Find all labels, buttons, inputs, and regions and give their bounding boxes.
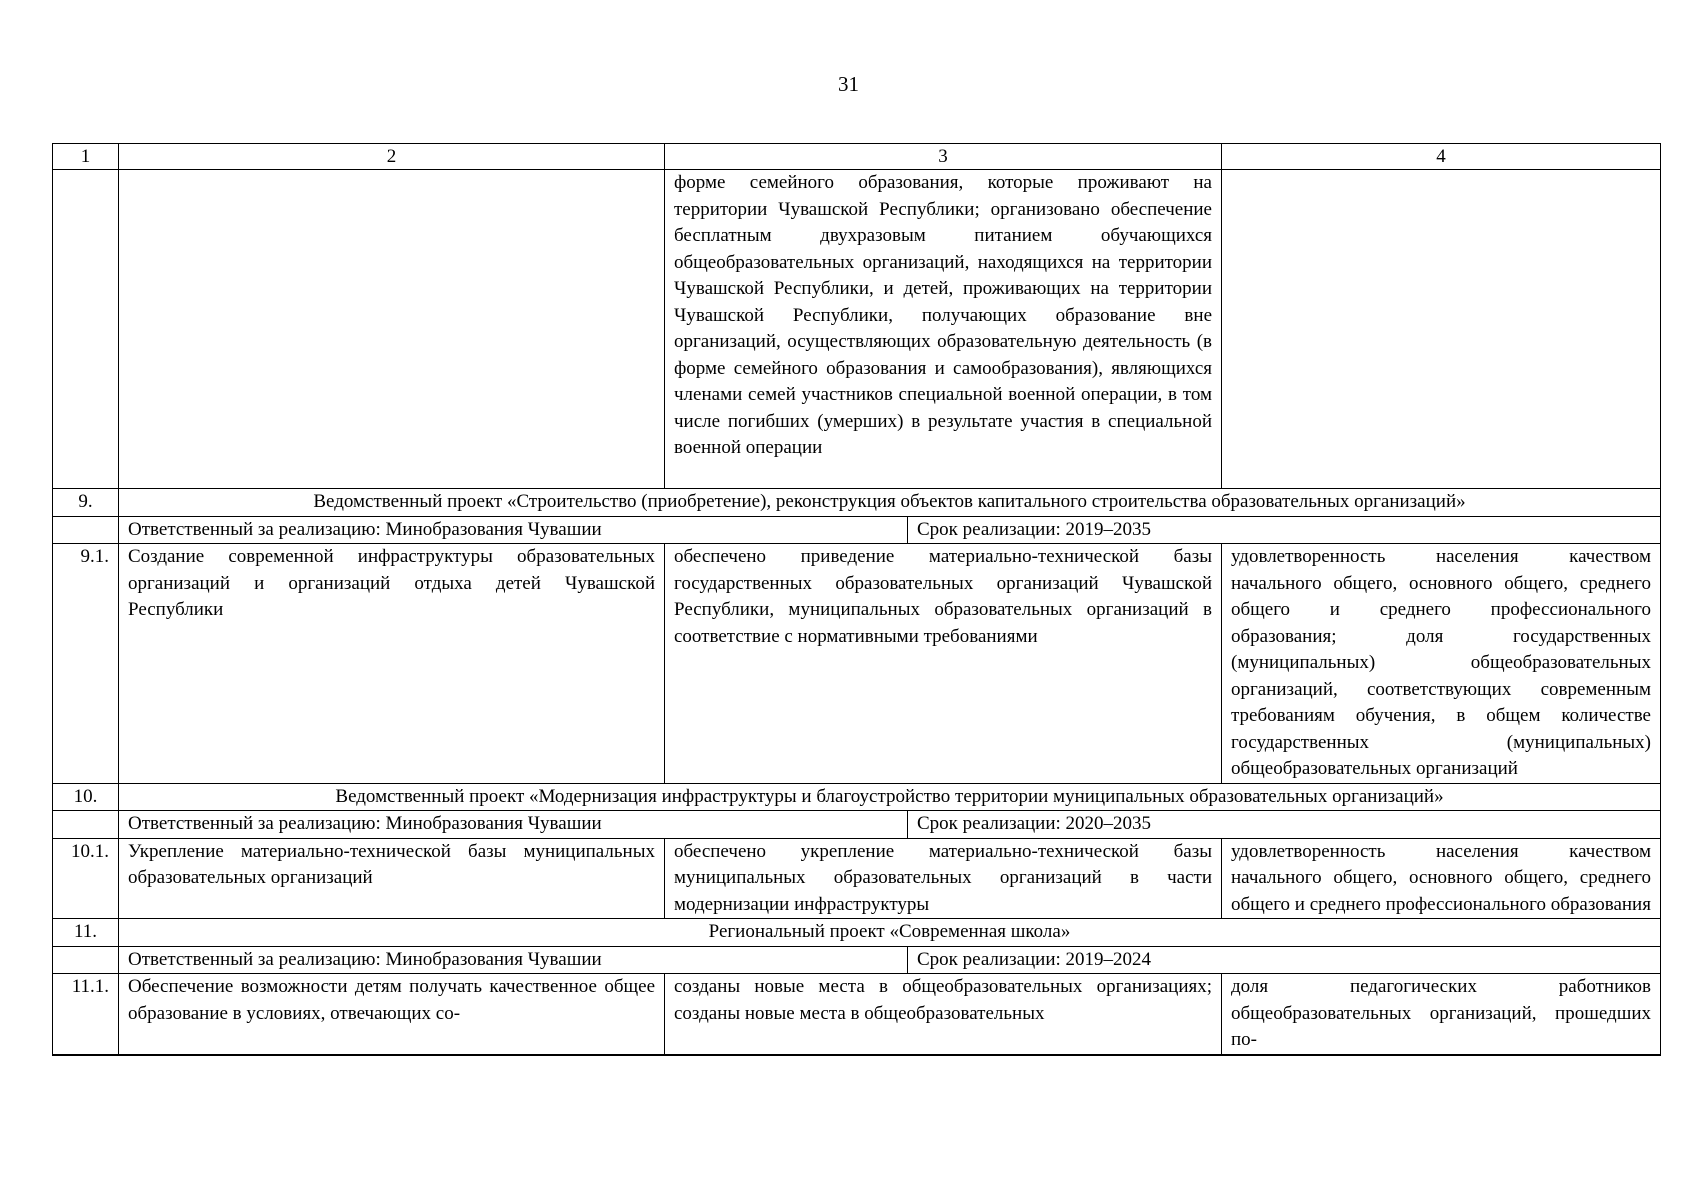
- item-number: 11.1.: [53, 974, 119, 1055]
- row-number-cell: [53, 946, 119, 974]
- page-number: 31: [838, 72, 859, 96]
- section-number: 9.: [53, 489, 119, 517]
- task-cell: Обеспечение возможности детям получать качественное общее образование в условиях, отвечающих со-: [119, 974, 665, 1055]
- item-number: 10.1.: [53, 838, 119, 919]
- section-title-row: [53, 919, 1661, 947]
- term-cell: Срок реализации: 2020–2035: [908, 811, 1661, 839]
- section-meta-row: [53, 946, 1661, 974]
- program-table: [52, 143, 1661, 1056]
- column-header-3: 3: [665, 144, 1222, 170]
- result-cell: форме семейного образования, которые проживают на территории Чувашской Республики; организовано обеспечение бесплатным двухразовым питанием обучающихся общеобразовательных организаций, находящихся на территории Чувашской Республики, и детей, проживающих на территории Чувашской Республики, получающих образование вне организаций, осуществляющих образовательную деятельность (в форме семейного образования и самообразования), являющихся членами семей участников специальной военной операции, в том числе погибших (умерших) в результате участия в специальной военной операции: [665, 170, 1222, 489]
- table-row: [53, 974, 1661, 1055]
- term-cell: Срок реализации: 2019–2024: [908, 946, 1661, 974]
- result-cell: обеспечено укрепление материально-технической базы муниципальных образовательных организаций в части модернизации инфраструктуры: [665, 838, 1222, 919]
- task-cell: [119, 170, 665, 489]
- responsible-cell: Ответственный за реализацию: Минобразования Чувашии: [119, 516, 908, 544]
- responsible-cell: Ответственный за реализацию: Минобразования Чувашии: [119, 811, 908, 839]
- responsible-cell: Ответственный за реализацию: Минобразования Чувашии: [119, 946, 908, 974]
- row-number-cell: [53, 170, 119, 489]
- section-title-row: [53, 489, 1661, 517]
- result-cell: созданы новые места в общеобразовательных организациях; созданы новые места в общеобразовательных: [665, 974, 1222, 1055]
- item-number: 9.1.: [53, 544, 119, 784]
- task-cell: Создание современной инфраструктуры образовательных организаций и организаций отдыха детей Чувашской Республики: [119, 544, 665, 784]
- table-header-row: [53, 144, 1661, 170]
- table-row: [53, 838, 1661, 919]
- column-header-2: 2: [119, 144, 665, 170]
- column-header-4: 4: [1222, 144, 1661, 170]
- section-title: Ведомственный проект «Строительство (приобретение), реконструкция объектов капитального строительства образовательных организаций»: [119, 489, 1661, 517]
- row-number-cell: [53, 811, 119, 839]
- table-row: [53, 170, 1661, 489]
- column-header-1: 1: [53, 144, 119, 170]
- table-row: [53, 544, 1661, 784]
- section-title: Региональный проект «Современная школа»: [119, 919, 1661, 947]
- row-number-cell: [53, 516, 119, 544]
- section-title: Ведомственный проект «Модернизация инфраструктуры и благоустройство территории муниципальных образовательных организаций»: [119, 783, 1661, 811]
- indicator-cell: удовлетворенность населения качеством начального общего, основного общего, среднего общего и среднего профессионального образования: [1222, 838, 1661, 919]
- section-meta-row: [53, 811, 1661, 839]
- indicator-cell: доля педагогических работников общеобразовательных организаций, прошедших по-: [1222, 974, 1661, 1055]
- indicator-cell: удовлетворенность населения качеством начального общего, основного общего, среднего общего и среднего профессионального образования; доля государственных (муниципальных) общеобразовательных организаций, соответствующих современным требованиям обучения, в общем количестве государственных (муниципальных) общеобразовательных организаций: [1222, 544, 1661, 784]
- section-meta-row: [53, 516, 1661, 544]
- section-title-row: [53, 783, 1661, 811]
- section-number: 11.: [53, 919, 119, 947]
- term-cell: Срок реализации: 2019–2035: [908, 516, 1661, 544]
- indicator-cell: [1222, 170, 1661, 489]
- task-cell: Укрепление материально-технической базы муниципальных образовательных организаций: [119, 838, 665, 919]
- result-cell: обеспечено приведение материально-технической базы государственных образовательных организаций Чувашской Республики, муниципальных образовательных организаций в соответствие с нормативными требованиями: [665, 544, 1222, 784]
- section-number: 10.: [53, 783, 119, 811]
